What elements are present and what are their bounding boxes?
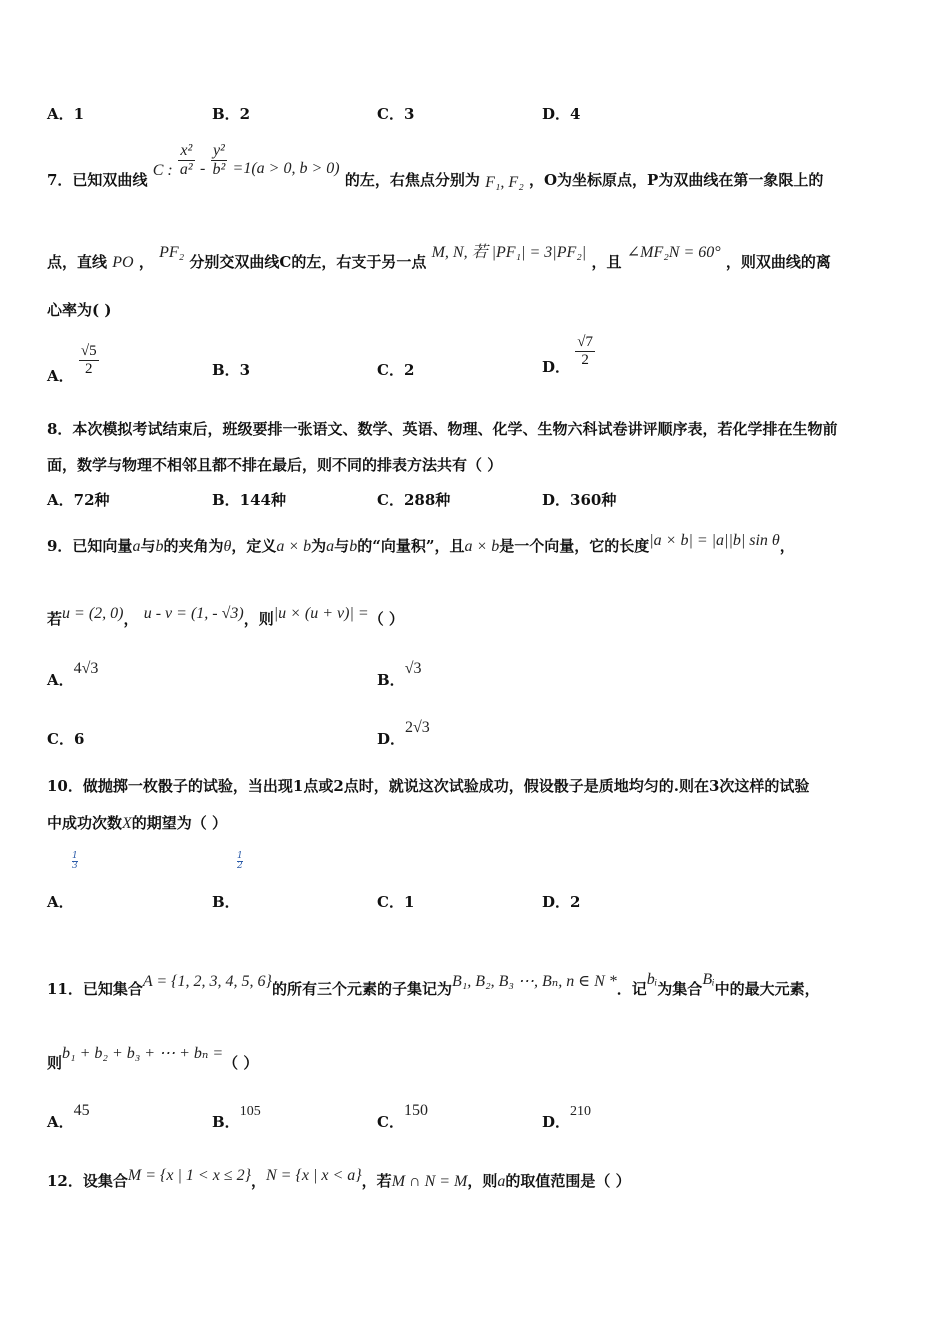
q12-line-1: 12．设集合M = {x | 1 < x ≤ 2}，N = {x | x < a}，若M ∩ N = M，则a的取值范围是（ ） [47,1167,631,1190]
q10-line-1: 10．做抛掷一枚骰子的试验，当出现1点或2点时，就说这次试验成功，假设骰子是质地均匀的.则在3次这样的试验 [47,777,810,795]
q9-option-c: C．6 [47,730,85,748]
q8-line-2: 面，数学与物理不相邻且都不排在最后，则不同的排表方法共有（ ） [47,456,503,474]
q7-angle: ∠MF₂N = 60° [626,244,721,261]
q7-mn: M, N, 若 |PF₁| = 3|PF₂| [431,244,587,261]
q9-option-b: B．√3 [377,660,422,689]
q7-line-3: 心率为( ) [47,301,112,319]
q10-option-d: D．2 [542,893,581,911]
q8-option-b: B．144种 [212,491,286,509]
q11-option-b: B．105 [212,1104,261,1131]
q7-option-d: D． $\frac{√7}{2}$ [542,334,593,376]
q7-option-b: B．3 [212,361,251,379]
q9-option-d: D．2√3 [377,719,430,748]
q9-length-formula: |a × b| = |a||b| sin θ [649,532,780,549]
q10-option-a: A． [47,893,74,911]
q10-option-a-value: $\frac{1}{3}$ [72,851,78,871]
q7-line-2: 点，直线 PO ， PF₂ 分别交双曲线C的左，右支于另一点 M, N, 若 |PF₁| = 3|PF₂| ，且 ∠MF₂N = 60° ，则双曲线的离 [47,244,831,271]
q6-option-b: B．2 [212,105,251,123]
q7-condition: =1(a > 0, b > 0) [232,159,340,177]
q7-line-1: 7．已知双曲线 C : $\frac{\text{x²}}{\text{a²}}$ - $\frac{\text{y²}}{\text{b²}}$ =1(a > 0, b > 0) 的左，右焦点分别为 F₁, F₂ ，O为坐标原点，P为双曲线在第一象限上的 [47,142,824,191]
q6-option-c: C．3 [377,105,415,123]
q7-option-c: C．2 [377,361,415,379]
q11-option-a: A．45 [47,1102,90,1131]
q9-line-2: 若u = (2, 0)， u - v = (1, - √3)，则|u × (u + v)| =（ ） [47,605,404,628]
q8-option-d: D．360种 [542,491,617,509]
q11-option-c: C．150 [377,1102,428,1131]
q10-option-b-value: $\frac{1}{2}$ [237,851,243,871]
q9-line-1: 9．已知向量a与b的夹角为θ，定义a × b为a与b的“向量积”，且a × b是一个向量，它的长度|a × b| = |a||b| sin θ， [47,532,795,555]
q10-line-2: 中成功次数X的期望为（ ） [47,814,228,832]
q7-option-a: A． $\frac{√5}{2}$ [47,343,97,385]
q6-option-a: A．1 [47,105,85,123]
q10-option-c: C．1 [377,893,415,911]
q7-po: PO [112,254,134,271]
q11-line-1: 11．已知集合A = {1, 2, 3, 4, 5, 6}的所有三个元素的子集记为B₁, B₂, B₃ ⋯, Bₙ, n ∈ N *．记bᵢ为集合Bᵢ中的最大元素， [47,971,820,998]
q7-lead: 7．已知双曲线 [47,170,148,189]
q8-option-a: A．72种 [47,491,110,509]
q8-line-1: 8．本次模拟考试结束后，班级要排一张语文、数学、英语、物理、化学、生物六科试卷讲评顺序表，若化学排在生物前 [47,420,838,438]
q7-frac-y: $\frac{\text{y²}}{\text{b²}}$ [212,142,226,178]
q7-pf2: PF₂ [159,244,185,261]
q7-frac-x: $\frac{\text{x²}}{\text{a²}}$ [179,142,193,178]
q10-option-b: B． [212,893,240,911]
q7-curve: C : [152,161,173,179]
q9-option-a: A．4√3 [47,660,99,689]
q8-option-c: C．288种 [377,491,451,509]
q6-option-d: D．4 [542,105,581,123]
q11-line-2: 则b₁ + b₂ + b₃ + ⋯ + bₙ =（ ） [47,1045,259,1072]
q7-foci: F₁, F₂ [485,173,524,191]
q11-option-d: D．210 [542,1104,592,1131]
